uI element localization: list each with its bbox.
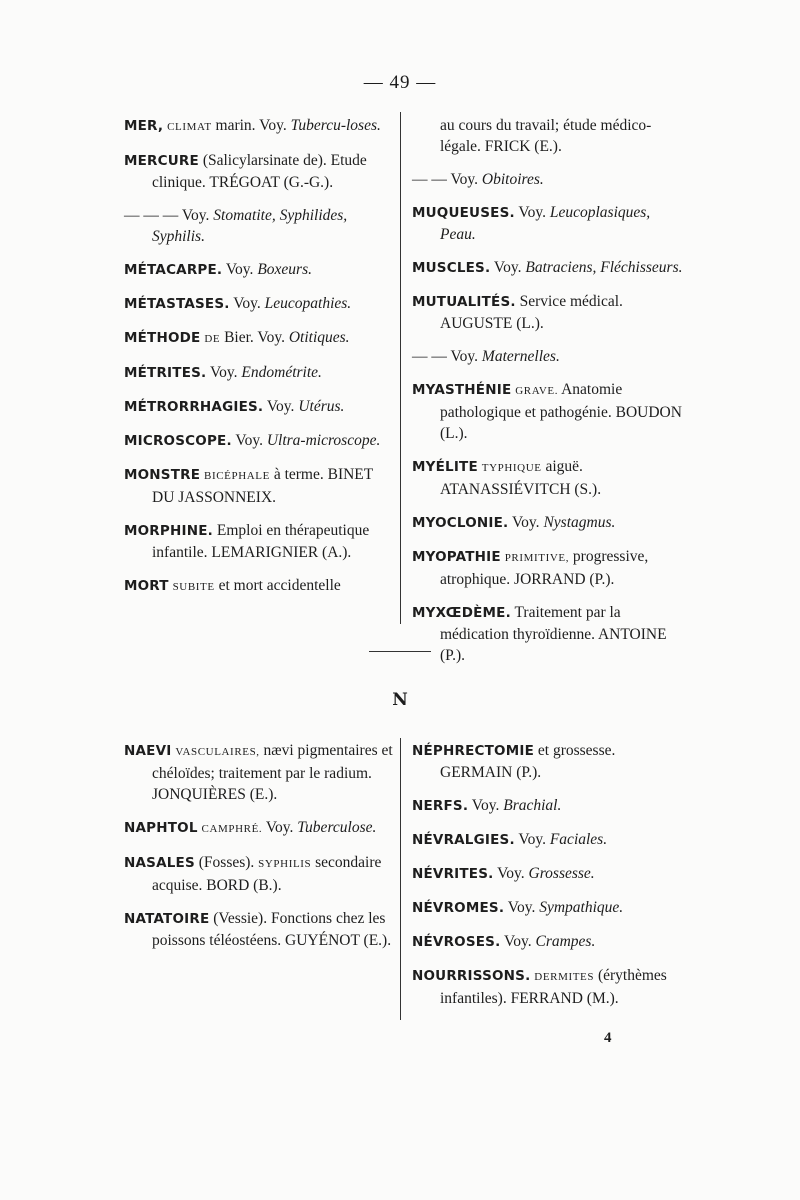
- index-entry: MUQUEUSES. Voy. Leucoplasiques, Peau.: [412, 204, 651, 243]
- index-entry: MER, CLIMAT marin. Voy. Tubercu-loses.: [124, 117, 381, 134]
- index-entry: MÉTHODE DE Bier. Voy. Otitiques.: [124, 329, 350, 346]
- index-entry: NÉPHRECTOMIE et grossesse. GERMAIN (P.).: [412, 742, 616, 781]
- index-entry: — — Voy. Maternelles.: [412, 348, 560, 365]
- section-letter: N: [392, 690, 408, 710]
- index-entry: NATATOIRE (Vessie). Fonctions chez les poissons téléostéens. GUYÉNOT (E.).: [124, 910, 392, 949]
- column-divider-bottom: [400, 738, 401, 1020]
- index-entry: MYÉLITE TYPHIQUE aiguë. ATANASSIÉVITCH (S.).: [412, 458, 602, 498]
- index-entry: NASALES (Fosses). SYPHILIS secondaire acquise. BORD (B.).: [124, 854, 382, 894]
- index-entry: au cours du travail; étude médico-légale. FRICK (E.).: [440, 117, 652, 155]
- index-entry: NÉVRALGIES. Voy. Faciales.: [412, 831, 608, 848]
- index-entry: MÉTACARPE. Voy. Boxeurs.: [124, 261, 312, 278]
- index-entry: — — Voy. Obitoires.: [412, 171, 544, 188]
- index-column-right-bottom: [412, 740, 684, 1021]
- index-entry: NÉVROMES. Voy. Sympathique.: [412, 899, 624, 916]
- index-column-left-bottom: [124, 740, 396, 963]
- index-entry: MYOPATHIE PRIMITIVE, progressive, atrophique. JORRAND (P.).: [412, 548, 649, 588]
- column-divider-top: [400, 112, 401, 624]
- index-entry: MÉTASTASES. Voy. Leucopathies.: [124, 295, 352, 312]
- index-entry: NERFS. Voy. Brachial.: [412, 797, 562, 814]
- index-column-left-top: [124, 115, 396, 610]
- index-entry: — — — Voy. Stomatite, Syphilides, Syphilis.: [124, 207, 348, 245]
- index-entry: MYOCLONIE. Voy. Nystagmus.: [412, 514, 616, 531]
- index-entry: MORPHINE. Emploi en thérapeutique infantile. LEMARIGNIER (A.).: [124, 522, 370, 561]
- index-entry: MICROSCOPE. Voy. Ultra-microscope.: [124, 432, 381, 449]
- index-entry: MÉTRITES. Voy. Endométrite.: [124, 364, 322, 381]
- index-column-right-top: [412, 115, 684, 678]
- index-entry: MERCURE (Salicylarsinate de). Etude clinique. TRÉGOAT (G.-G.).: [124, 152, 367, 191]
- index-entry: NÉVRITES. Voy. Grossesse.: [412, 865, 595, 882]
- page-number: — 49 —: [363, 72, 437, 93]
- index-entry: NAPHTOL CAMPHRÉ. Voy. Tuberculose.: [124, 819, 377, 836]
- index-entry: MONSTRE BICÉPHALE à terme. BINET DU JASSONNEIX.: [124, 466, 373, 506]
- index-entry: MUTUALITÉS. Service médical. AUGUSTE (L.).: [412, 293, 623, 332]
- index-entry: MÉTRORRHAGIES. Voy. Utérus.: [124, 398, 345, 415]
- index-entry: NAEVI VASCULAIRES, nævi pigmentaires et chéloïdes; traitement par le radium. JONQUIÈRES (E.).: [124, 742, 393, 803]
- signature-mark: 4: [604, 1030, 612, 1046]
- index-entry: MORT SUBITE et mort accidentelle: [124, 577, 341, 594]
- index-entry: NOURRISSONS. DERMITES (érythèmes infantiles). FERRAND (M.).: [412, 967, 667, 1007]
- index-entry: MYASTHÉNIE GRAVE. Anatomie pathologique et pathogénie. BOUDON (L.).: [412, 381, 682, 442]
- index-entry: NÉVROSES. Voy. Crampes.: [412, 933, 596, 950]
- index-entry: MYXŒDÈME. Traitement par la médication thyroïdienne. ANTOINE (P.).: [412, 604, 667, 664]
- index-entry: MUSCLES. Voy. Batraciens, Fléchisseurs.: [412, 259, 683, 276]
